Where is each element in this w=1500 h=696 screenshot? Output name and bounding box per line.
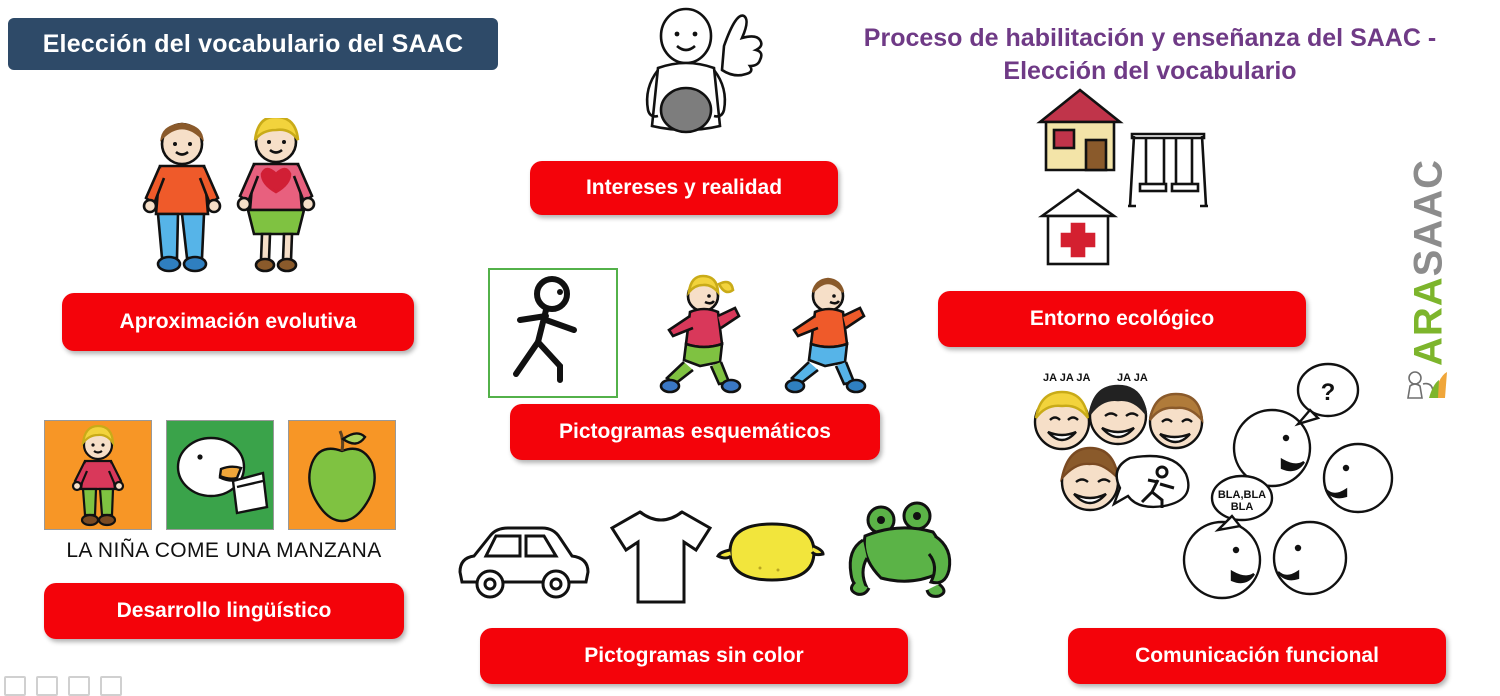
pictogram-limon [712, 506, 832, 602]
speech-text-ja-1: JA JA JA [1043, 372, 1091, 384]
illustration-entorno [1030, 78, 1220, 278]
cursor-icon [4, 676, 26, 696]
pictogram-rana [845, 496, 965, 606]
illustration-persona-pelota [628, 6, 793, 156]
label-intereses-realidad: Intereses y realidad [530, 161, 838, 215]
pen-icon [36, 676, 58, 696]
pictogram-coche [452, 510, 602, 606]
speech-text-blabla: BLA,BLA BLA [1217, 489, 1267, 514]
pictogram-manzana [288, 420, 396, 530]
label-pictogramas-sin-color: Pictogramas sin color [480, 628, 908, 684]
speech-text-ja-2: JA JA [1117, 372, 1148, 384]
illustration-nina-corriendo [645, 272, 765, 398]
label-entorno-ecologico: Entorno ecológico [938, 291, 1306, 347]
arasaac-logo-saac: SAAC [1406, 159, 1451, 277]
label-desarrollo-linguistico: Desarrollo lingüístico [44, 583, 404, 639]
hand-icon [100, 676, 122, 696]
page-title: Elección del vocabulario del SAAC [8, 18, 498, 70]
slide-heading: Proceso de habilitación y enseñanza del SAAC - Elección del vocabulario [863, 24, 1437, 85]
pictogram-frame-esquematico [488, 268, 618, 398]
pictogram-camiseta [600, 506, 722, 608]
illustration-nino-corriendo [770, 272, 890, 398]
pictogram-comer [166, 420, 274, 530]
svg-text:?: ? [1320, 379, 1336, 406]
arasaac-logo-ara: ARA [1406, 276, 1451, 367]
sentence-caption: LA NIÑA COME UNA MANZANA [66, 539, 382, 562]
illustration-boy-girl [130, 118, 350, 288]
arasaac-logo [1395, 130, 1455, 390]
bottom-toolbar-ghost [4, 676, 122, 696]
label-aproximacion-evolutiva: Aproximación evolutiva [62, 293, 414, 351]
arasaac-logo-mark [1403, 368, 1449, 402]
pictogram-nina [44, 420, 152, 530]
slide-icon [68, 676, 90, 696]
label-comunicacion-funcional: Comunicación funcional [1068, 628, 1446, 684]
label-pictogramas-esquematicos: Pictogramas esquemáticos [510, 404, 880, 460]
